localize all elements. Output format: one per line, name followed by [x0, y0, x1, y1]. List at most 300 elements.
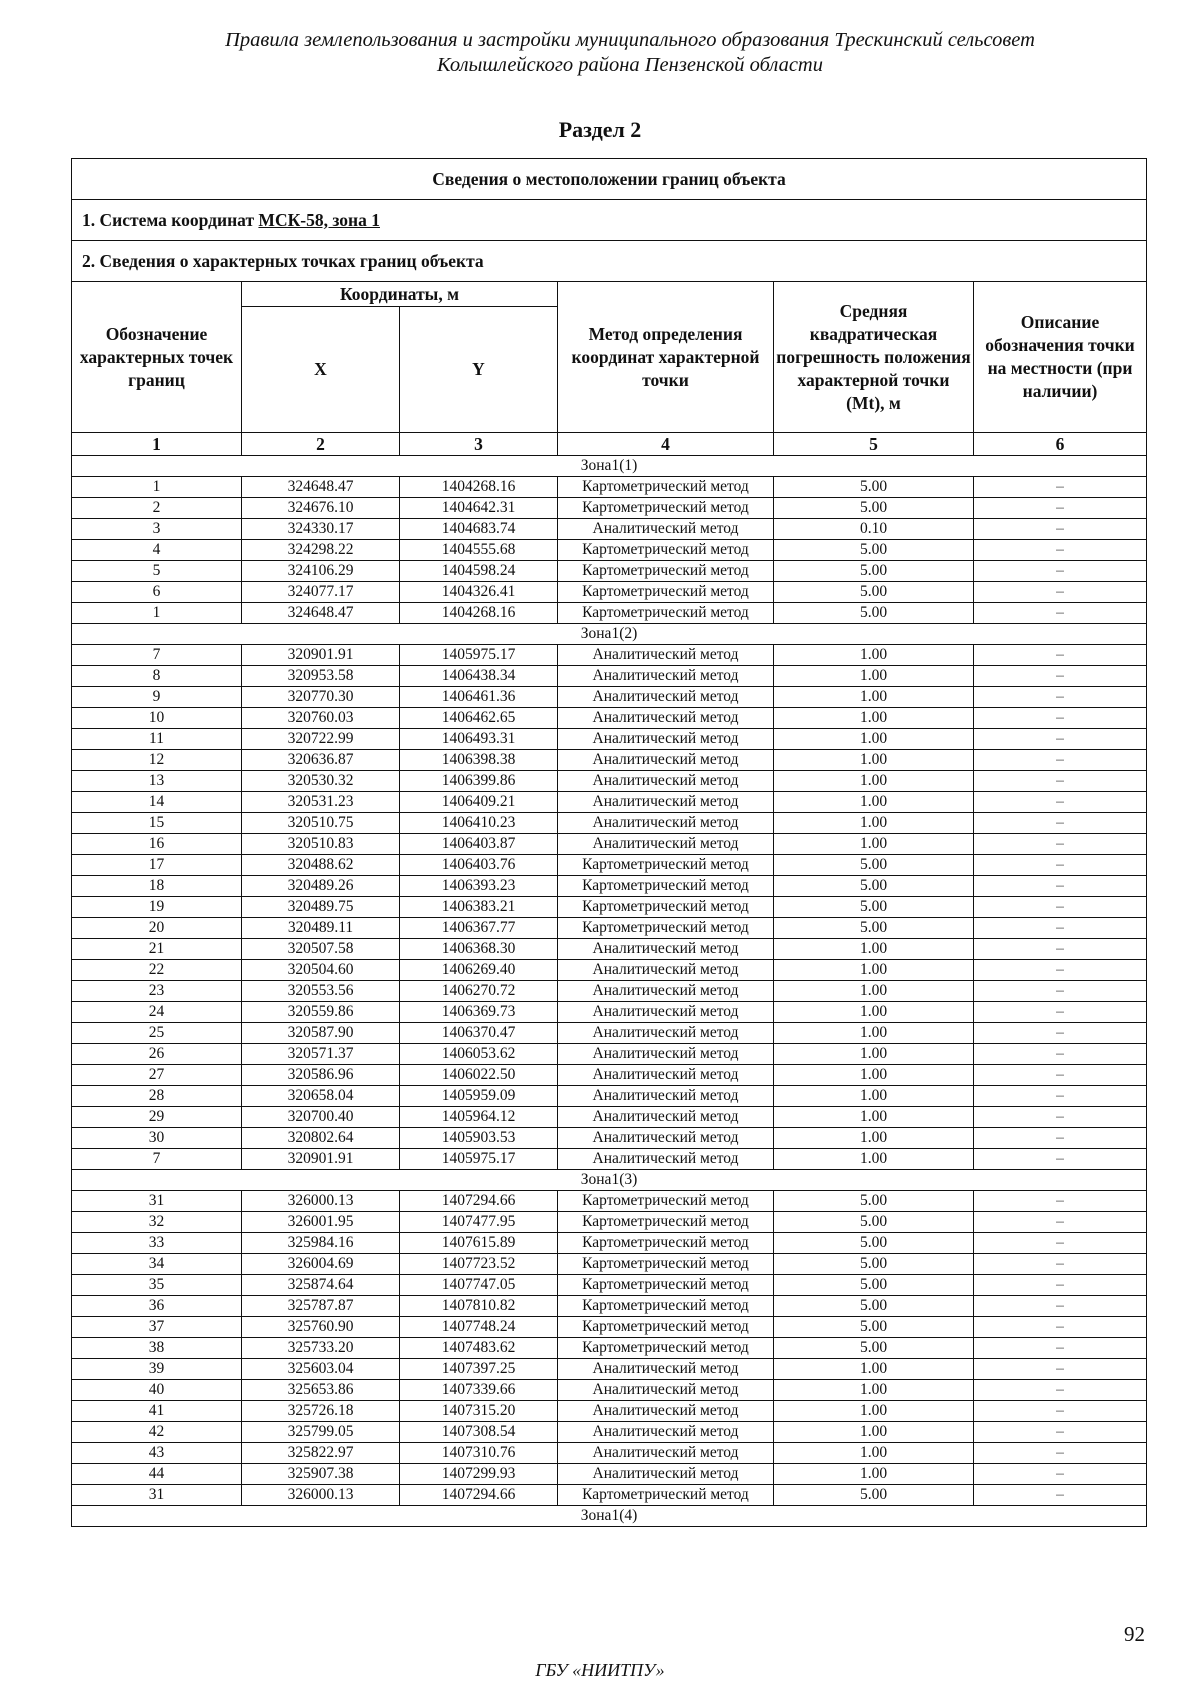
description-cell: –: [974, 1275, 1147, 1296]
column-numbers-row: [72, 433, 1147, 456]
description-cell: –: [974, 1191, 1147, 1212]
table-row: [72, 519, 1147, 540]
error-cell: 1.00: [774, 750, 974, 771]
points-section-title: 2. Сведения о характерных точках границ объекта: [72, 241, 1147, 282]
point-id-cell: 4: [72, 540, 242, 561]
description-cell: –: [974, 1422, 1147, 1443]
column-number: 4: [558, 433, 774, 456]
header-description: Описание обозначения точки на местности (при наличии): [974, 282, 1147, 433]
point-id-cell: 7: [72, 1149, 242, 1170]
error-cell: 1.00: [774, 1107, 974, 1128]
description-cell: –: [974, 582, 1147, 603]
error-cell: 1.00: [774, 1023, 974, 1044]
method-cell: Аналитический метод: [558, 1443, 774, 1464]
description-cell: –: [974, 1086, 1147, 1107]
y-coordinate-cell: 1406462.65: [400, 708, 558, 729]
y-coordinate-cell: 1406409.21: [400, 792, 558, 813]
method-cell: Картометрический метод: [558, 1485, 774, 1506]
description-cell: –: [974, 687, 1147, 708]
method-cell: Аналитический метод: [558, 1128, 774, 1149]
method-cell: Картометрический метод: [558, 582, 774, 603]
x-coordinate-cell: 320489.11: [242, 918, 400, 939]
description-cell: –: [974, 729, 1147, 750]
x-coordinate-cell: 320722.99: [242, 729, 400, 750]
table-row: [72, 792, 1147, 813]
table-row: [72, 729, 1147, 750]
error-cell: 5.00: [774, 540, 974, 561]
method-cell: Картометрический метод: [558, 897, 774, 918]
error-cell: 5.00: [774, 876, 974, 897]
x-coordinate-cell: 320953.58: [242, 666, 400, 687]
y-coordinate-cell: 1405903.53: [400, 1128, 558, 1149]
y-coordinate-cell: 1407615.89: [400, 1233, 558, 1254]
point-id-cell: 5: [72, 561, 242, 582]
x-coordinate-cell: 320507.58: [242, 939, 400, 960]
method-cell: Аналитический метод: [558, 960, 774, 981]
description-cell: –: [974, 1065, 1147, 1086]
page-header: [100, 28, 1160, 78]
method-cell: Картометрический метод: [558, 918, 774, 939]
x-coordinate-cell: 325787.87: [242, 1296, 400, 1317]
method-cell: Аналитический метод: [558, 519, 774, 540]
error-cell: 1.00: [774, 1044, 974, 1065]
point-id-cell: 23: [72, 981, 242, 1002]
table-row: [72, 1485, 1147, 1506]
y-coordinate-cell: 1404326.41: [400, 582, 558, 603]
x-coordinate-cell: 325726.18: [242, 1401, 400, 1422]
point-id-cell: 39: [72, 1359, 242, 1380]
method-cell: Картометрический метод: [558, 1275, 774, 1296]
description-cell: –: [974, 750, 1147, 771]
error-cell: 1.00: [774, 939, 974, 960]
description-cell: –: [974, 1107, 1147, 1128]
y-coordinate-cell: 1405964.12: [400, 1107, 558, 1128]
y-coordinate-cell: 1406370.47: [400, 1023, 558, 1044]
method-cell: Аналитический метод: [558, 981, 774, 1002]
table-row: [72, 666, 1147, 687]
zone-name: Зона1(2): [72, 624, 1147, 645]
error-cell: 1.00: [774, 1464, 974, 1485]
point-id-cell: 30: [72, 1128, 242, 1149]
method-cell: Картометрический метод: [558, 1212, 774, 1233]
y-coordinate-cell: 1407299.93: [400, 1464, 558, 1485]
zone-header-row: [72, 624, 1147, 645]
table-row: [72, 1128, 1147, 1149]
x-coordinate-cell: 320760.03: [242, 708, 400, 729]
error-cell: 5.00: [774, 603, 974, 624]
x-coordinate-cell: 320586.96: [242, 1065, 400, 1086]
description-cell: –: [974, 918, 1147, 939]
method-cell: Аналитический метод: [558, 666, 774, 687]
y-coordinate-cell: 1406368.30: [400, 939, 558, 960]
error-cell: 1.00: [774, 834, 974, 855]
method-cell: Картометрический метод: [558, 876, 774, 897]
header-error: [774, 282, 974, 433]
description-cell: –: [974, 1023, 1147, 1044]
zone-name: Зона1(1): [72, 456, 1147, 477]
y-coordinate-cell: 1406398.38: [400, 750, 558, 771]
error-cell: 1.00: [774, 1086, 974, 1107]
method-cell: Аналитический метод: [558, 813, 774, 834]
error-cell: 5.00: [774, 897, 974, 918]
header-y: Y: [400, 307, 558, 433]
error-cell: 1.00: [774, 1401, 974, 1422]
zone-header-row: [72, 1506, 1147, 1527]
coordinate-system-row: [72, 200, 1147, 241]
description-cell: –: [974, 876, 1147, 897]
method-cell: Картометрический метод: [558, 1233, 774, 1254]
table-row: [72, 1023, 1147, 1044]
x-coordinate-cell: 320901.91: [242, 1149, 400, 1170]
error-cell: 1.00: [774, 771, 974, 792]
table-row: [72, 1359, 1147, 1380]
zone-header-row: [72, 456, 1147, 477]
table-row: [72, 981, 1147, 1002]
method-cell: Картометрический метод: [558, 540, 774, 561]
method-cell: Аналитический метод: [558, 729, 774, 750]
description-cell: –: [974, 981, 1147, 1002]
table-row: [72, 960, 1147, 981]
description-cell: –: [974, 1401, 1147, 1422]
description-cell: –: [974, 1254, 1147, 1275]
method-cell: Аналитический метод: [558, 1065, 774, 1086]
table-row: [72, 1338, 1147, 1359]
x-coordinate-cell: 320587.90: [242, 1023, 400, 1044]
method-cell: Аналитический метод: [558, 1149, 774, 1170]
method-cell: Аналитический метод: [558, 1464, 774, 1485]
y-coordinate-cell: 1407810.82: [400, 1296, 558, 1317]
method-cell: Аналитический метод: [558, 792, 774, 813]
y-coordinate-cell: 1407339.66: [400, 1380, 558, 1401]
point-id-cell: 32: [72, 1212, 242, 1233]
point-id-cell: 15: [72, 813, 242, 834]
table-row: [72, 1191, 1147, 1212]
description-cell: –: [974, 939, 1147, 960]
table-row: [72, 834, 1147, 855]
y-coordinate-cell: 1407310.76: [400, 1443, 558, 1464]
description-cell: –: [974, 1002, 1147, 1023]
description-cell: –: [974, 1233, 1147, 1254]
method-cell: Картометрический метод: [558, 498, 774, 519]
method-cell: Аналитический метод: [558, 1380, 774, 1401]
x-coordinate-cell: 326000.13: [242, 1191, 400, 1212]
method-cell: Картометрический метод: [558, 1317, 774, 1338]
x-coordinate-cell: 324648.47: [242, 603, 400, 624]
description-cell: –: [974, 897, 1147, 918]
method-cell: Картометрический метод: [558, 603, 774, 624]
point-id-cell: 36: [72, 1296, 242, 1317]
point-id-cell: 40: [72, 1380, 242, 1401]
method-cell: Аналитический метод: [558, 1422, 774, 1443]
point-id-cell: 8: [72, 666, 242, 687]
point-id-cell: 43: [72, 1443, 242, 1464]
column-number: 2: [242, 433, 400, 456]
column-number: 5: [774, 433, 974, 456]
header-coordinates: Координаты, м: [242, 282, 558, 307]
description-cell: –: [974, 1296, 1147, 1317]
table-row: [72, 1464, 1147, 1485]
table-row: [72, 1317, 1147, 1338]
table-row: [72, 1422, 1147, 1443]
section-title: Раздел 2: [558, 117, 642, 142]
point-id-cell: 9: [72, 687, 242, 708]
table-row: [72, 1107, 1147, 1128]
point-id-cell: 26: [72, 1044, 242, 1065]
x-coordinate-cell: 320658.04: [242, 1086, 400, 1107]
table-row: [72, 498, 1147, 519]
method-cell: Картометрический метод: [558, 561, 774, 582]
x-coordinate-cell: 320489.75: [242, 897, 400, 918]
description-cell: –: [974, 813, 1147, 834]
error-cell: 5.00: [774, 1485, 974, 1506]
header-method: Метод определения координат характерной точки: [558, 282, 774, 433]
description-cell: –: [974, 1485, 1147, 1506]
point-id-cell: 29: [72, 1107, 242, 1128]
error-cell: 1.00: [774, 1065, 974, 1086]
column-number: 3: [400, 433, 558, 456]
y-coordinate-cell: 1407294.66: [400, 1485, 558, 1506]
zone-name: Зона1(4): [72, 1506, 1147, 1527]
header-point: Обозначение характерных точек границ: [72, 282, 242, 433]
method-cell: Картометрический метод: [558, 1296, 774, 1317]
method-cell: Картометрический метод: [558, 1191, 774, 1212]
error-cell: 5.00: [774, 1275, 974, 1296]
x-coordinate-cell: 320559.86: [242, 1002, 400, 1023]
x-coordinate-cell: 324330.17: [242, 519, 400, 540]
error-cell: 1.00: [774, 813, 974, 834]
x-coordinate-cell: 320488.62: [242, 855, 400, 876]
table-row: [72, 771, 1147, 792]
x-coordinate-cell: 324648.47: [242, 477, 400, 498]
point-id-cell: 35: [72, 1275, 242, 1296]
description-cell: –: [974, 1149, 1147, 1170]
table-row: [72, 1065, 1147, 1086]
table-row: [72, 687, 1147, 708]
y-coordinate-cell: 1406461.36: [400, 687, 558, 708]
error-cell: 1.00: [774, 1443, 974, 1464]
y-coordinate-cell: 1406403.76: [400, 855, 558, 876]
table-row: [72, 855, 1147, 876]
y-coordinate-cell: 1406369.73: [400, 1002, 558, 1023]
point-id-cell: 42: [72, 1422, 242, 1443]
error-cell: 5.00: [774, 1296, 974, 1317]
x-coordinate-cell: 326000.13: [242, 1485, 400, 1506]
error-cell: 1.00: [774, 1149, 974, 1170]
y-coordinate-cell: 1407308.54: [400, 1422, 558, 1443]
error-cell: 1.00: [774, 1128, 974, 1149]
error-cell: 5.00: [774, 855, 974, 876]
y-coordinate-cell: 1404683.74: [400, 519, 558, 540]
y-coordinate-cell: 1407315.20: [400, 1401, 558, 1422]
description-cell: –: [974, 1128, 1147, 1149]
point-id-cell: 22: [72, 960, 242, 981]
boundary-points-table: [71, 158, 1147, 1527]
table-row: [72, 603, 1147, 624]
point-id-cell: 19: [72, 897, 242, 918]
error-cell: 1.00: [774, 1359, 974, 1380]
x-coordinate-cell: 325874.64: [242, 1275, 400, 1296]
y-coordinate-cell: 1407483.62: [400, 1338, 558, 1359]
method-cell: Аналитический метод: [558, 1086, 774, 1107]
description-cell: –: [974, 1044, 1147, 1065]
x-coordinate-cell: 320700.40: [242, 1107, 400, 1128]
description-cell: –: [974, 1464, 1147, 1485]
method-cell: Аналитический метод: [558, 687, 774, 708]
point-id-cell: 34: [72, 1254, 242, 1275]
point-id-cell: 11: [72, 729, 242, 750]
x-coordinate-cell: 320770.30: [242, 687, 400, 708]
table-row: [72, 1443, 1147, 1464]
method-cell: Картометрический метод: [558, 855, 774, 876]
point-id-cell: 6: [72, 582, 242, 603]
table-row: [72, 1002, 1147, 1023]
method-cell: Аналитический метод: [558, 1401, 774, 1422]
y-coordinate-cell: 1406367.77: [400, 918, 558, 939]
coordinate-system-label: 1. Система координат: [82, 209, 259, 230]
description-cell: –: [974, 792, 1147, 813]
page-number: 92: [1124, 1622, 1145, 1646]
method-cell: Аналитический метод: [558, 1107, 774, 1128]
table-row: [72, 876, 1147, 897]
x-coordinate-cell: 325760.90: [242, 1317, 400, 1338]
y-coordinate-cell: 1407748.24: [400, 1317, 558, 1338]
method-cell: Аналитический метод: [558, 1359, 774, 1380]
x-coordinate-cell: 320510.83: [242, 834, 400, 855]
description-cell: –: [974, 960, 1147, 981]
description-cell: –: [974, 855, 1147, 876]
x-coordinate-cell: 325733.20: [242, 1338, 400, 1359]
description-cell: –: [974, 708, 1147, 729]
method-cell: Аналитический метод: [558, 939, 774, 960]
description-cell: –: [974, 561, 1147, 582]
table-row: [72, 477, 1147, 498]
x-coordinate-cell: 325907.38: [242, 1464, 400, 1485]
table-row: [72, 1275, 1147, 1296]
y-coordinate-cell: 1406053.62: [400, 1044, 558, 1065]
point-id-cell: 3: [72, 519, 242, 540]
y-coordinate-cell: 1406399.86: [400, 771, 558, 792]
method-cell: Аналитический метод: [558, 645, 774, 666]
point-id-cell: 7: [72, 645, 242, 666]
method-cell: Картометрический метод: [558, 477, 774, 498]
description-cell: –: [974, 498, 1147, 519]
column-number: 1: [72, 433, 242, 456]
y-coordinate-cell: 1406383.21: [400, 897, 558, 918]
method-cell: Аналитический метод: [558, 1002, 774, 1023]
header-line-1: Правила землепользования и застройки муниципального образования Трескинский сельсовет: [225, 29, 1035, 51]
method-cell: Картометрический метод: [558, 1254, 774, 1275]
point-id-cell: 16: [72, 834, 242, 855]
error-cell: 1.00: [774, 1422, 974, 1443]
y-coordinate-cell: 1404555.68: [400, 540, 558, 561]
method-cell: Аналитический метод: [558, 750, 774, 771]
error-cell: 1.00: [774, 666, 974, 687]
point-id-cell: 31: [72, 1191, 242, 1212]
table-row: [72, 939, 1147, 960]
table-row: [72, 1044, 1147, 1065]
x-coordinate-cell: 324676.10: [242, 498, 400, 519]
table-caption: Сведения о местоположении границ объекта: [72, 159, 1147, 200]
x-coordinate-cell: 325822.97: [242, 1443, 400, 1464]
x-coordinate-cell: 320901.91: [242, 645, 400, 666]
y-coordinate-cell: 1406393.23: [400, 876, 558, 897]
y-coordinate-cell: 1407397.25: [400, 1359, 558, 1380]
error-cell: 5.00: [774, 582, 974, 603]
description-cell: –: [974, 603, 1147, 624]
point-id-cell: 28: [72, 1086, 242, 1107]
table-row: [72, 582, 1147, 603]
table-row: [72, 645, 1147, 666]
x-coordinate-cell: 324298.22: [242, 540, 400, 561]
point-id-cell: 41: [72, 1401, 242, 1422]
error-cell: 1.00: [774, 687, 974, 708]
table-row: [72, 813, 1147, 834]
column-number: 6: [974, 433, 1147, 456]
y-coordinate-cell: 1406410.23: [400, 813, 558, 834]
point-id-cell: 2: [72, 498, 242, 519]
page-footer: ГБУ «НИИТПУ»: [535, 1660, 665, 1680]
error-cell: 1.00: [774, 645, 974, 666]
y-coordinate-cell: 1406438.34: [400, 666, 558, 687]
point-id-cell: 37: [72, 1317, 242, 1338]
method-cell: Аналитический метод: [558, 1023, 774, 1044]
point-id-cell: 24: [72, 1002, 242, 1023]
error-cell: 5.00: [774, 498, 974, 519]
method-cell: Аналитический метод: [558, 771, 774, 792]
point-id-cell: 20: [72, 918, 242, 939]
y-coordinate-cell: 1406269.40: [400, 960, 558, 981]
description-cell: –: [974, 1380, 1147, 1401]
table-row: [72, 540, 1147, 561]
coordinate-system-value: МСК-58, зона 1: [258, 209, 380, 230]
point-id-cell: 13: [72, 771, 242, 792]
point-id-cell: 1: [72, 603, 242, 624]
x-coordinate-cell: 320636.87: [242, 750, 400, 771]
error-cell: 1.00: [774, 729, 974, 750]
y-coordinate-cell: 1405975.17: [400, 645, 558, 666]
table-row: [72, 1233, 1147, 1254]
header-error-text: Средняя квадратическая погрешность положения характерной точки: [776, 300, 971, 390]
error-cell: 5.00: [774, 561, 974, 582]
description-cell: –: [974, 666, 1147, 687]
y-coordinate-cell: 1404268.16: [400, 603, 558, 624]
y-coordinate-cell: 1407747.05: [400, 1275, 558, 1296]
x-coordinate-cell: 320489.26: [242, 876, 400, 897]
y-coordinate-cell: 1405959.09: [400, 1086, 558, 1107]
error-cell: 5.00: [774, 918, 974, 939]
x-coordinate-cell: 320510.75: [242, 813, 400, 834]
error-cell: 1.00: [774, 981, 974, 1002]
y-coordinate-cell: 1406403.87: [400, 834, 558, 855]
error-cell: 5.00: [774, 1212, 974, 1233]
table-row: [72, 1296, 1147, 1317]
point-id-cell: 25: [72, 1023, 242, 1044]
method-cell: Аналитический метод: [558, 708, 774, 729]
x-coordinate-cell: 320504.60: [242, 960, 400, 981]
error-cell: 5.00: [774, 1191, 974, 1212]
y-coordinate-cell: 1404642.31: [400, 498, 558, 519]
description-cell: –: [974, 834, 1147, 855]
point-id-cell: 27: [72, 1065, 242, 1086]
x-coordinate-cell: 324106.29: [242, 561, 400, 582]
y-coordinate-cell: 1407477.95: [400, 1212, 558, 1233]
x-coordinate-cell: 320802.64: [242, 1128, 400, 1149]
x-coordinate-cell: 320553.56: [242, 981, 400, 1002]
error-cell: 5.00: [774, 1233, 974, 1254]
error-cell: 5.00: [774, 477, 974, 498]
x-coordinate-cell: 326001.95: [242, 1212, 400, 1233]
header-error-symbol: (Mt), м: [846, 392, 901, 413]
